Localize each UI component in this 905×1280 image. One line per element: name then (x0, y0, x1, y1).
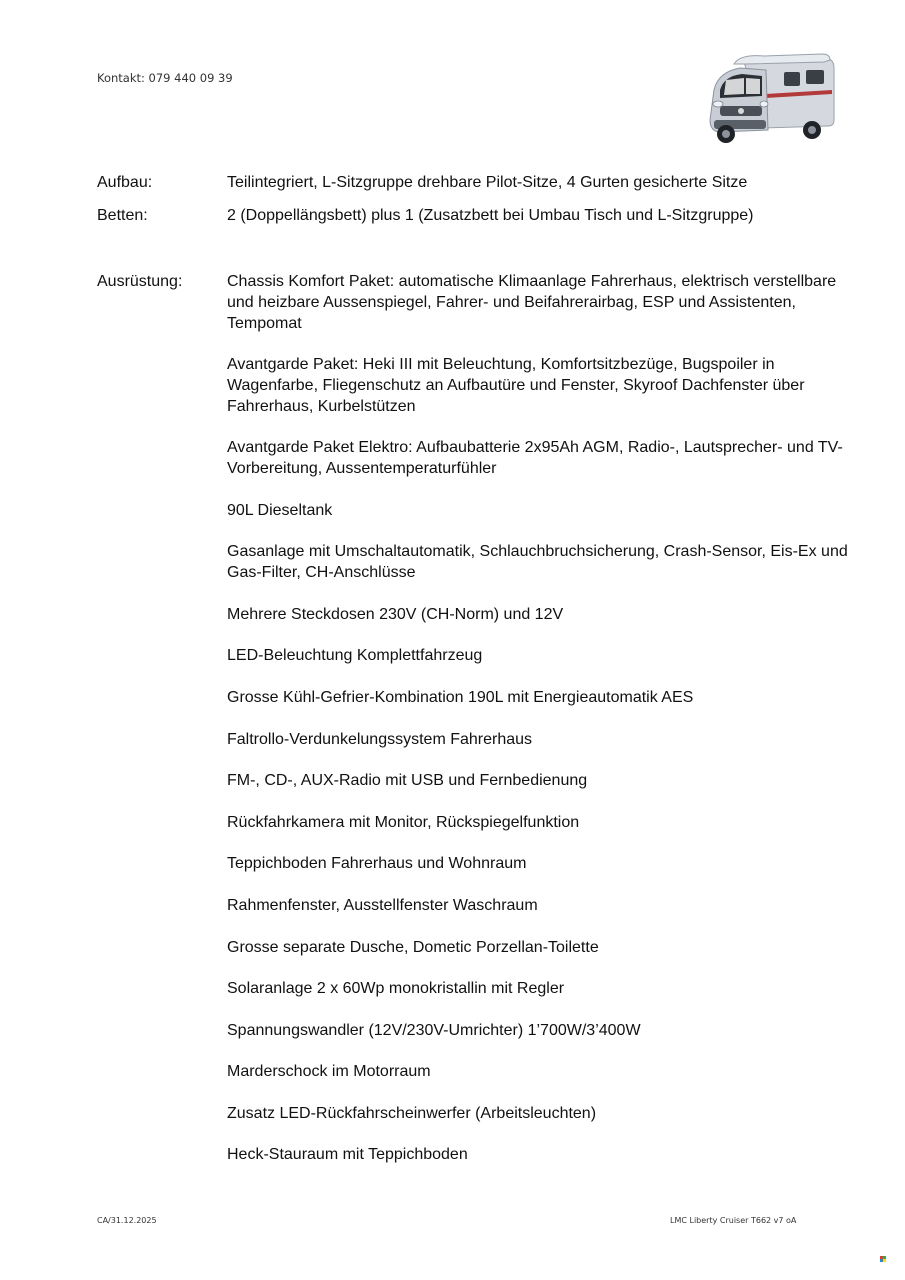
equipment-list (227, 272, 857, 1187)
motorhome-photo (704, 50, 838, 150)
footer-document-id: LMC Liberty Cruiser T662 v7 oA (670, 1216, 797, 1225)
equipment-item: 90L Dieseltank (227, 501, 333, 519)
betten-value: 2 (Doppellängsbett) plus 1 (Zusatzbett bei Umbau Tisch und L-Sitzgruppe) (227, 207, 754, 224)
equipment-item: Teppichboden Fahrerhaus und Wohnraum (227, 855, 527, 873)
equipment-item: Heck-Stauraum mit Teppichboden (227, 1146, 468, 1164)
equipment-item: LED-Beleuchtung Komplettfahrzeug (227, 647, 483, 665)
equipment-item: Zusatz LED-Rückfahrscheinwerfer (Arbeitsleuchten) (227, 1104, 597, 1122)
equipment-item: Faltrollo-Verdunkelungssystem Fahrerhaus (227, 730, 533, 748)
contact-info: Kontakt: 079 440 09 39 (97, 71, 233, 85)
footer-date: CA/31.12.2025 (97, 1216, 157, 1225)
color-mark-icon (880, 1256, 886, 1262)
spec-row-betten (97, 206, 857, 227)
aufbau-value: Teilintegriert, L-Sitzgruppe drehbare Pilot-Sitze, 4 Gurten gesicherte Sitze (227, 174, 748, 191)
betten-label: Betten: (97, 207, 148, 224)
equipment-item: Solaranlage 2 x 60Wp monokristallin mit Regler (227, 980, 565, 998)
equipment-item: Marderschock im Motorraum (227, 1063, 431, 1081)
equipment-item: FM-, CD-, AUX-Radio mit USB und Fernbedienung (227, 772, 588, 790)
spec-row-ausruestung (97, 272, 857, 1187)
color-mark-cell (883, 1259, 886, 1262)
equipment-item: Avantgarde Paket: Heki III mit Beleuchtung, Komfortsitzbezüge, Bugspoiler in Wagenfarbe, Fliegenschutz an Aufbautüre und Fenster, Skyroof Dachfenster über Fahrerhaus, Kurbelstützen (227, 356, 805, 415)
equipment-item: Rückfahrkamera mit Monitor, Rückspiegelfunktion (227, 813, 580, 831)
equipment-item: Spannungswandler (12V/230V-Umrichter) 1’700W/3’400W (227, 1021, 641, 1039)
equipment-item: Grosse Kühl-Gefrier-Kombination 190L mit Energieautomatik AES (227, 688, 694, 706)
equipment-item: Chassis Komfort Paket: automatische Klimaanlage Fahrerhaus, elektrisch verstellbare und heizbare Aussenspiegel, Fahrer- und Beifahrerairbag, ESP und Assistenten, Tempomat (227, 273, 837, 332)
equipment-item: Rahmenfenster, Ausstellfenster Waschraum (227, 896, 538, 914)
ausruestung-label: Ausrüstung: (97, 273, 183, 290)
equipment-item: Grosse separate Dusche, Dometic Porzellan-Toilette (227, 938, 599, 956)
aufbau-label: Aufbau: (97, 174, 153, 191)
spec-row-aufbau (97, 173, 857, 194)
equipment-item: Avantgarde Paket Elektro: Aufbaubatterie 2x95Ah AGM, Radio-, Lautsprecher- und TV-Vorbereitung, Aussentemperaturfühler (227, 439, 843, 478)
equipment-item: Gasanlage mit Umschaltautomatik, Schlauchbruchsicherung, Crash-Sensor, Eis-Ex und Gas-Filter, CH-Anschlüsse (227, 543, 848, 582)
equipment-item: Mehrere Steckdosen 230V (CH-Norm) und 12V (227, 605, 564, 623)
